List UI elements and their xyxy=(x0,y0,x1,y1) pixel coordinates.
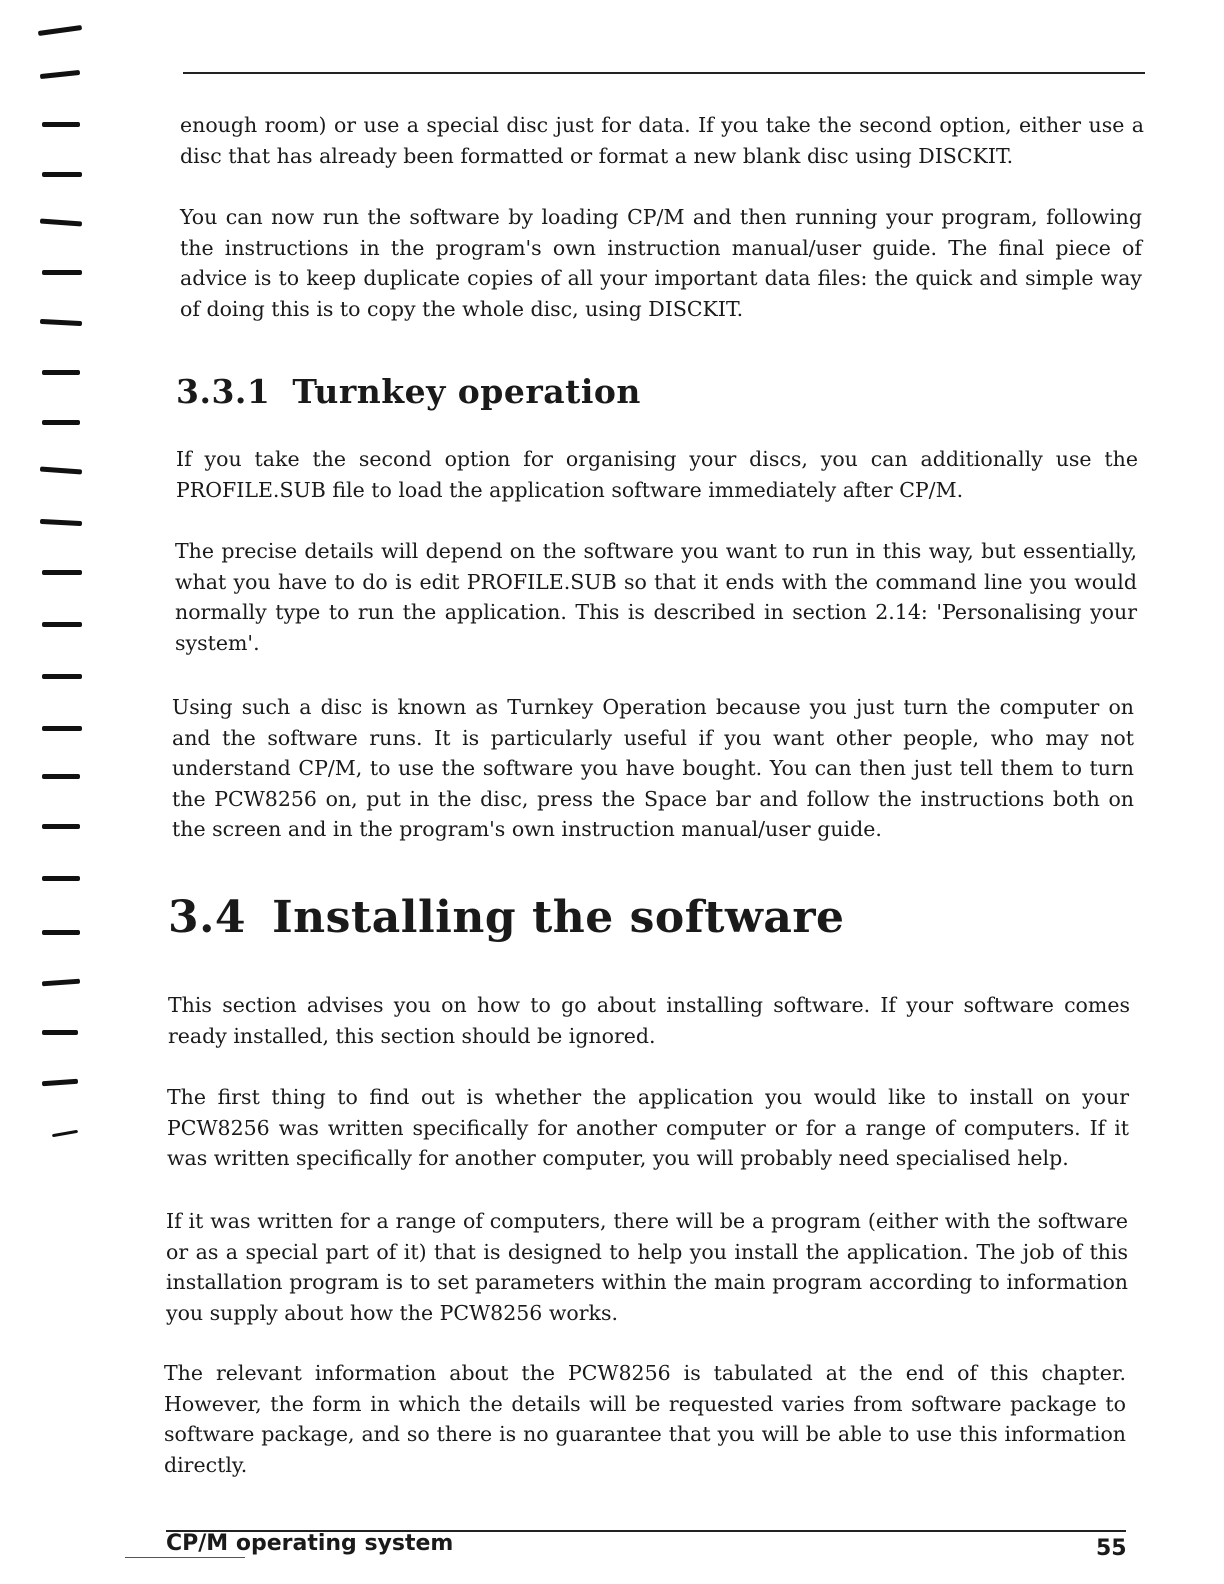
paragraph xyxy=(180,202,1142,324)
header-rule xyxy=(183,72,1145,74)
paragraph-text: enough room) or use a special disc just for data. If you take the second option, either use a disc that has already been formatted or format a new blank disc using DISCKIT. xyxy=(180,113,1144,168)
paragraph xyxy=(166,1206,1128,1328)
page-number: 55 xyxy=(1096,1536,1127,1561)
paragraph xyxy=(180,110,1144,171)
paragraph xyxy=(176,444,1138,505)
paragraph-text: The precise details will depend on the software you want to run in this way, but essentially, what you have to do is edit PROFILE.SUB so that it ends with the command line you would normally type to run the application. This is described in section 2.14: 'Personalising your system'. xyxy=(175,539,1137,655)
paragraph xyxy=(167,1082,1129,1174)
footer-title: CP/M operating system xyxy=(166,1531,454,1556)
paragraph xyxy=(168,990,1130,1051)
section-heading-3-4 xyxy=(168,892,845,943)
paragraph xyxy=(172,692,1134,845)
paragraph-text: The first thing to find out is whether the application you would like to install on your PCW8256 was written specifically for another computer or for a range of computers. If it was written specifically for another computer, you will probably need specialised help. xyxy=(167,1085,1129,1170)
binding-marks xyxy=(28,0,88,1584)
paragraph-text: If it was written for a range of computers, there will be a program (either with the software or as a special part of it) that is designed to help you install the application. The job of this installation program is to set parameters within the main program according to information you supply about how the PCW8256 works. xyxy=(166,1209,1128,1325)
paragraph-text: This section advises you on how to go about installing software. If your software comes ready installed, this section should be ignored. xyxy=(168,993,1130,1048)
section-number: 3.3.1 xyxy=(176,372,271,411)
section-heading-3-3-1 xyxy=(176,372,641,411)
footer-underline xyxy=(125,1557,245,1558)
paragraph-text: Using such a disc is known as Turnkey Operation because you just turn the computer on and the software runs. It is particularly useful if you want other people, who may not understand CP/M, to use the software you have bought. You can then just tell them to turn the PCW8256 on, put in the disc, press the Space bar and follow the instructions both on the screen and in the program's own instruction manual/user guide. xyxy=(172,695,1134,841)
section-title: Turnkey operation xyxy=(292,372,641,411)
section-number: 3.4 xyxy=(168,892,247,943)
paragraph xyxy=(164,1358,1126,1480)
paragraph xyxy=(175,536,1137,658)
section-title: Installing the software xyxy=(272,892,845,943)
paragraph-text: The relevant information about the PCW8256 is tabulated at the end of this chapter. However, the form in which the details will be requested varies from software package to software package, and so there is no guarantee that you will be able to use this information directly. xyxy=(164,1361,1126,1477)
paragraph-text: You can now run the software by loading CP/M and then running your program, following the instructions in the program's own instruction manual/user guide. The final piece of advice is to keep duplicate copies of all your important data files: the quick and simple way of doing this is to copy the whole disc, using DISCKIT. xyxy=(180,205,1142,321)
paragraph-text: If you take the second option for organising your discs, you can additionally use the PROFILE.SUB file to load the application software immediately after CP/M. xyxy=(176,447,1138,502)
